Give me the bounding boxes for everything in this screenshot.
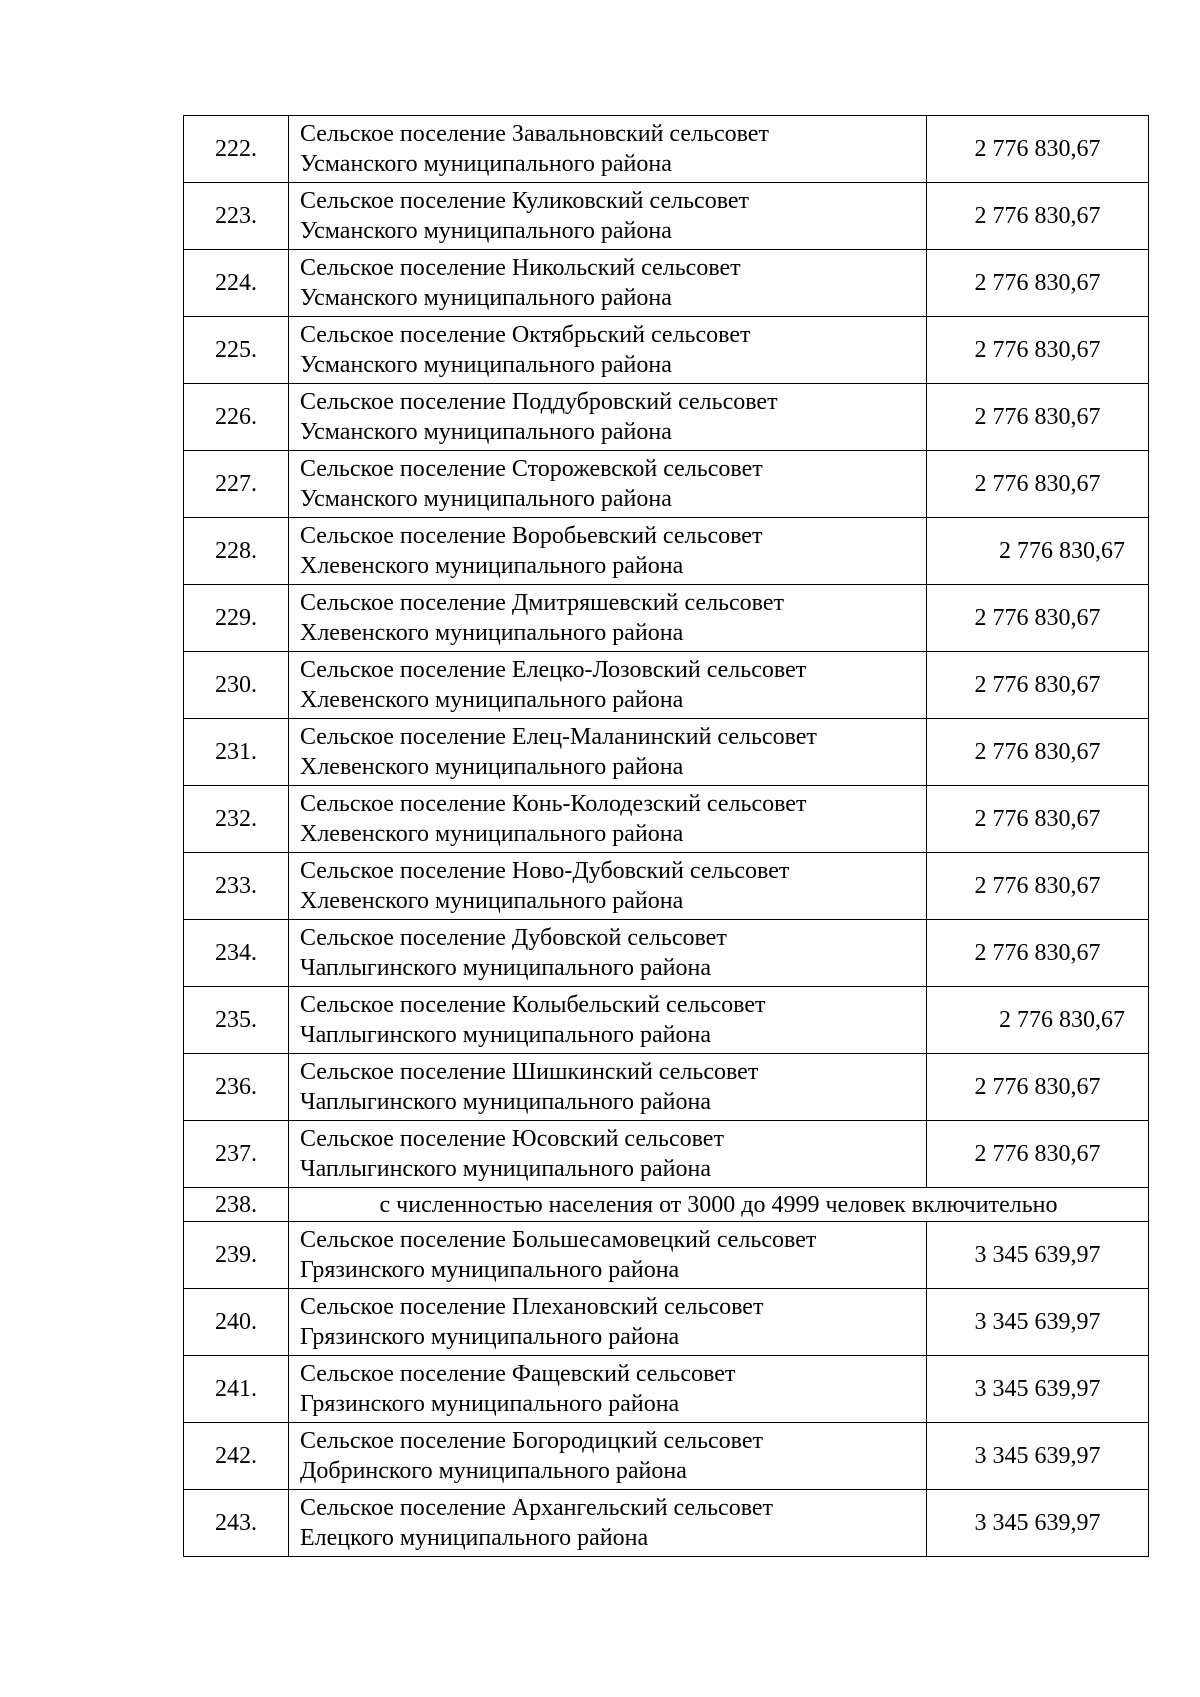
settlement-name: Сельское поселение Архангельский сельсовет bbox=[300, 1495, 774, 1521]
settlement-name-cell bbox=[289, 317, 927, 384]
row-number: 235. bbox=[184, 987, 289, 1054]
table-row bbox=[184, 250, 1149, 317]
district-name: Усманского муниципального района bbox=[300, 486, 672, 512]
settlement-name-cell bbox=[289, 1222, 927, 1289]
table-row bbox=[184, 719, 1149, 786]
settlement-name: Сельское поселение Сторожевской сельсовет bbox=[300, 456, 763, 482]
table-row bbox=[184, 1222, 1149, 1289]
section-header-row bbox=[184, 1188, 1149, 1222]
row-number: 237. bbox=[184, 1121, 289, 1188]
settlement-name: Сельское поселение Конь-Колодезский сельсовет bbox=[300, 791, 807, 817]
row-number: 226. bbox=[184, 384, 289, 451]
allocation-table bbox=[183, 115, 1149, 1557]
district-name: Хлевенского муниципального района bbox=[300, 687, 684, 713]
settlement-name-cell bbox=[289, 719, 927, 786]
row-number: 241. bbox=[184, 1356, 289, 1423]
settlement-name: Сельское поселение Никольский сельсовет bbox=[300, 255, 741, 281]
row-number: 223. bbox=[184, 183, 289, 250]
table-row bbox=[184, 987, 1149, 1054]
settlement-name: Сельское поселение Шишкинский сельсовет bbox=[300, 1059, 759, 1085]
amount-cell: 2 776 830,67 bbox=[927, 317, 1149, 384]
district-name: Усманского муниципального района bbox=[300, 352, 672, 378]
settlement-name: Сельское поселение Большесамовецкий сельсовет bbox=[300, 1227, 817, 1253]
settlement-name: Сельское поселение Куликовский сельсовет bbox=[300, 188, 750, 214]
settlement-name-cell bbox=[289, 384, 927, 451]
row-number: 228. bbox=[184, 518, 289, 585]
settlement-name: Сельское поселение Фащевский сельсовет bbox=[300, 1361, 736, 1387]
row-number: 230. bbox=[184, 652, 289, 719]
table-row bbox=[184, 1423, 1149, 1490]
district-name: Добринского муниципального района bbox=[300, 1458, 687, 1484]
settlement-name: Сельское поселение Дубовской сельсовет bbox=[300, 925, 727, 951]
settlement-name-cell bbox=[289, 920, 927, 987]
row-number: 243. bbox=[184, 1490, 289, 1557]
row-number: 238. bbox=[184, 1188, 289, 1222]
table-row bbox=[184, 317, 1149, 384]
settlement-name-cell bbox=[289, 1054, 927, 1121]
district-name: Грязинского муниципального района bbox=[300, 1324, 680, 1350]
district-name: Чаплыгинского муниципального района bbox=[300, 1156, 712, 1182]
table-body bbox=[184, 116, 1149, 1557]
amount-cell: 2 776 830,67 bbox=[927, 1054, 1149, 1121]
district-name: Хлевенского муниципального района bbox=[300, 553, 684, 579]
row-number: 240. bbox=[184, 1289, 289, 1356]
settlement-name: Сельское поселение Октябрьский сельсовет bbox=[300, 322, 751, 348]
table-row bbox=[184, 853, 1149, 920]
settlement-name-cell bbox=[289, 1490, 927, 1557]
settlement-name-cell bbox=[289, 652, 927, 719]
district-name: Чаплыгинского муниципального района bbox=[300, 1089, 712, 1115]
row-number: 236. bbox=[184, 1054, 289, 1121]
settlement-name-cell bbox=[289, 1289, 927, 1356]
amount-cell: 2 776 830,67 bbox=[927, 786, 1149, 853]
row-number: 229. bbox=[184, 585, 289, 652]
row-number: 234. bbox=[184, 920, 289, 987]
row-number: 225. bbox=[184, 317, 289, 384]
district-name: Хлевенского муниципального района bbox=[300, 821, 684, 847]
district-name: Хлевенского муниципального района bbox=[300, 620, 684, 646]
settlement-name: Сельское поселение Завальновский сельсовет bbox=[300, 121, 769, 147]
table-row bbox=[184, 920, 1149, 987]
table-row bbox=[184, 585, 1149, 652]
row-number: 242. bbox=[184, 1423, 289, 1490]
district-name: Усманского муниципального района bbox=[300, 285, 672, 311]
section-header-text: с численностью населения от 3000 до 4999 человек включительно bbox=[289, 1188, 1149, 1222]
district-name: Чаплыгинского муниципального района bbox=[300, 1022, 712, 1048]
settlement-name-cell bbox=[289, 853, 927, 920]
amount-cell: 2 776 830,67 bbox=[927, 987, 1149, 1054]
row-number: 227. bbox=[184, 451, 289, 518]
amount-cell: 2 776 830,67 bbox=[927, 1121, 1149, 1188]
amount-cell: 2 776 830,67 bbox=[927, 920, 1149, 987]
table-row bbox=[184, 183, 1149, 250]
district-name: Грязинского муниципального района bbox=[300, 1391, 680, 1417]
settlement-name: Сельское поселение Елецко-Лозовский сельсовет bbox=[300, 657, 807, 683]
amount-cell: 3 345 639,97 bbox=[927, 1289, 1149, 1356]
settlement-name: Сельское поселение Богородицкий сельсовет bbox=[300, 1428, 764, 1454]
amount-cell: 2 776 830,67 bbox=[927, 116, 1149, 183]
amount-cell: 2 776 830,67 bbox=[927, 250, 1149, 317]
settlement-name-cell bbox=[289, 518, 927, 585]
district-name: Усманского муниципального района bbox=[300, 419, 672, 445]
settlement-name-cell bbox=[289, 585, 927, 652]
settlement-name-cell bbox=[289, 1423, 927, 1490]
amount-cell: 2 776 830,67 bbox=[927, 183, 1149, 250]
table-row bbox=[184, 116, 1149, 183]
row-number: 233. bbox=[184, 853, 289, 920]
district-name: Усманского муниципального района bbox=[300, 151, 672, 177]
district-name: Хлевенского муниципального района bbox=[300, 754, 684, 780]
settlement-name-cell bbox=[289, 250, 927, 317]
amount-cell: 2 776 830,67 bbox=[927, 518, 1149, 585]
table-row bbox=[184, 1490, 1149, 1557]
district-name: Грязинского муниципального района bbox=[300, 1257, 680, 1283]
table-row bbox=[184, 786, 1149, 853]
table-row bbox=[184, 1121, 1149, 1188]
settlement-name-cell bbox=[289, 183, 927, 250]
settlement-name: Сельское поселение Плехановский сельсовет bbox=[300, 1294, 764, 1320]
settlement-name: Сельское поселение Воробьевский сельсовет bbox=[300, 523, 763, 549]
amount-cell: 3 345 639,97 bbox=[927, 1423, 1149, 1490]
table-row bbox=[184, 1356, 1149, 1423]
settlement-name-cell bbox=[289, 451, 927, 518]
settlement-name: Сельское поселение Колыбельский сельсовет bbox=[300, 992, 766, 1018]
settlement-name-cell bbox=[289, 987, 927, 1054]
amount-cell: 2 776 830,67 bbox=[927, 451, 1149, 518]
settlement-name-cell bbox=[289, 1356, 927, 1423]
amount-cell: 3 345 639,97 bbox=[927, 1490, 1149, 1557]
settlement-name-cell bbox=[289, 1121, 927, 1188]
settlement-name: Сельское поселение Юсовский сельсовет bbox=[300, 1126, 724, 1152]
table-row bbox=[184, 384, 1149, 451]
settlement-name: Сельское поселение Ново-Дубовский сельсовет bbox=[300, 858, 790, 884]
amount-cell: 2 776 830,67 bbox=[927, 384, 1149, 451]
table-row bbox=[184, 518, 1149, 585]
district-name: Чаплыгинского муниципального района bbox=[300, 955, 712, 981]
amount-cell: 2 776 830,67 bbox=[927, 585, 1149, 652]
row-number: 239. bbox=[184, 1222, 289, 1289]
amount-cell: 2 776 830,67 bbox=[927, 853, 1149, 920]
district-name: Елецкого муниципального района bbox=[300, 1525, 649, 1551]
row-number: 222. bbox=[184, 116, 289, 183]
table-row bbox=[184, 1289, 1149, 1356]
settlement-name-cell bbox=[289, 116, 927, 183]
amount-cell: 2 776 830,67 bbox=[927, 719, 1149, 786]
amount-cell: 3 345 639,97 bbox=[927, 1222, 1149, 1289]
table-row bbox=[184, 1054, 1149, 1121]
amount-cell: 3 345 639,97 bbox=[927, 1356, 1149, 1423]
settlement-name: Сельское поселение Дмитряшевский сельсовет bbox=[300, 590, 784, 616]
row-number: 232. bbox=[184, 786, 289, 853]
table-row bbox=[184, 451, 1149, 518]
amount-cell: 2 776 830,67 bbox=[927, 652, 1149, 719]
district-name: Усманского муниципального района bbox=[300, 218, 672, 244]
row-number: 231. bbox=[184, 719, 289, 786]
row-number: 224. bbox=[184, 250, 289, 317]
settlement-name: Сельское поселение Елец-Маланинский сельсовет bbox=[300, 724, 817, 750]
district-name: Хлевенского муниципального района bbox=[300, 888, 684, 914]
table-row bbox=[184, 652, 1149, 719]
settlement-name: Сельское поселение Поддубровский сельсовет bbox=[300, 389, 778, 415]
settlement-name-cell bbox=[289, 786, 927, 853]
